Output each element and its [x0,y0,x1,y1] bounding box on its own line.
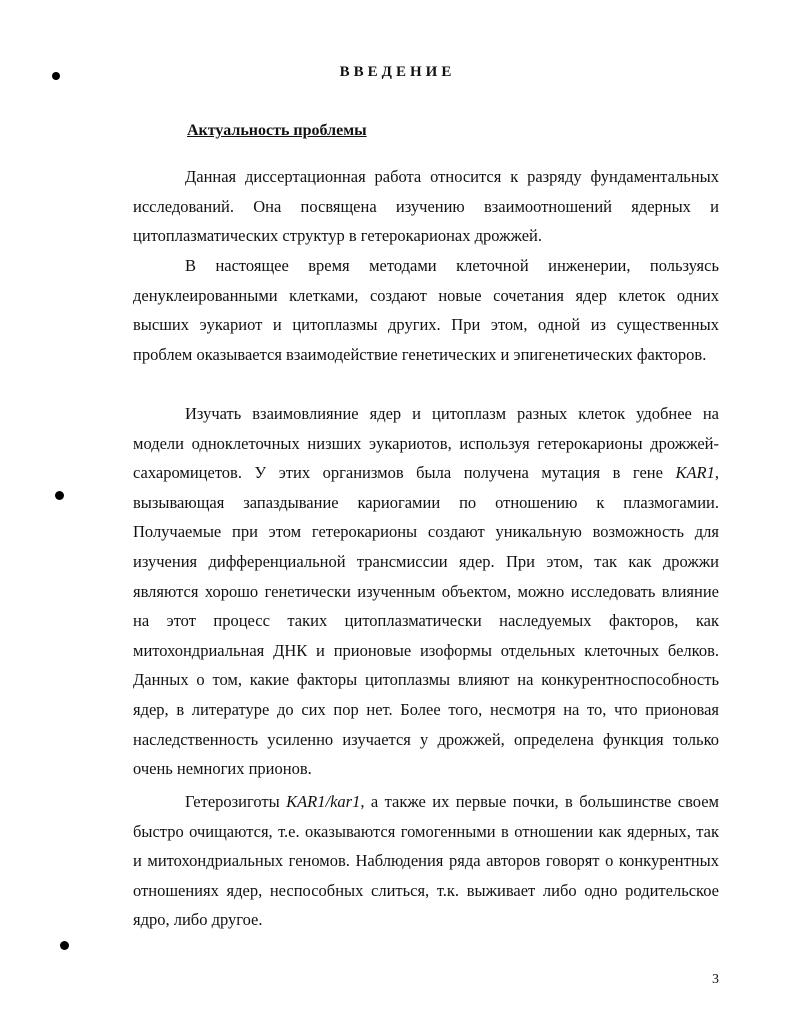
binding-hole-dot [60,941,69,950]
paragraph-text: Данная диссертационная работа относится к разряду фундаментальных исследований. Она посвящена изучению взаимоотношений ядерных и цитоплазматических структур в гетерокарионах дрожжей. [133,167,719,246]
section-heading: Актуальность проблемы [187,122,367,139]
gene-name: KAR1/kar1 [286,792,361,811]
paragraph-text [133,399,719,784]
paragraph-text-part: Гетерозиготы [185,792,287,811]
paragraph-text-part: Изучать взаимовлияние ядер и цитоплазм разных клеток удобнее на модели одноклеточных низших эукариотов, используя гетерокарионы дрожжей-сахаромицетов. У этих организмов была получена мутация в гене [133,404,719,483]
paragraph-text [133,787,719,935]
paragraph-2 [133,251,719,369]
binding-hole-dot [55,491,64,500]
paragraph-1 [133,162,719,251]
page-title: ВВЕДЕНИЕ [339,64,456,80]
page-number: 3 [712,972,719,987]
paragraph-4 [133,787,719,935]
paragraph-text: В настоящее время методами клеточной инженерии, пользуясь денуклеированными клетками, создают новые сочетания ядер клеток одних высших эукариот и цитоплазмы других. При этом, одной из существенных проблем оказывается взаимодействие генетических и эпигенетических факторов. [133,256,719,364]
paragraph-text-part: , а также их первые почки, в большинстве своем быстро очищаются, т.е. оказываются гомогенными в отношении как ядерных, так и митохондриальных геномов. Наблюдения ряда авторов говорят о конкурентных отношениях ядер, неспособных слиться, т.к. выживает либо одно родительское ядро, либо другое. [133,792,719,930]
paragraph-text-part: , вызывающая запаздывание кариогамии по отношению к плазмогамии. Получаемые при этом гетерокарионы создают уникальную возможность для изучения дифференциальной трансмиссии ядер. При этом, так как дрожжи являются хорошо генетически изученным объектом, можно исследовать влияние на этот процесс таких цитоплазматически наследуемых факторов, как митохондриальная ДНК и прионовые изоформы отдельных клеточных белков. Данных о том, какие факторы цитоплазмы влияют на конкурентноспособность ядер, в литературе до сих пор нет. Более того, несмотря на то, что прионовая наследственность усиленно изучается у дрожжей, определена функция только очень немногих прионов. [133,463,719,779]
gene-name: KAR1 [675,463,715,483]
paragraph-3 [133,399,719,784]
